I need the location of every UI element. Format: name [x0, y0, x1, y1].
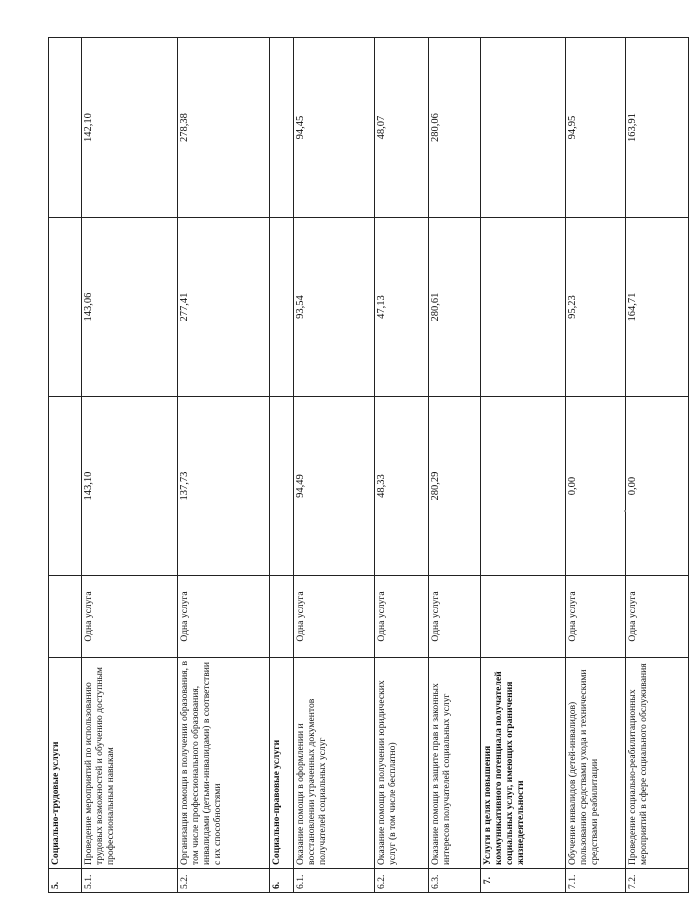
value-col-3 [270, 38, 294, 218]
value-col-2: 164,71 [626, 218, 689, 397]
value-col-3: 280,06 [429, 38, 481, 218]
value-col-3: 94,45 [294, 38, 375, 218]
value-col-1: 0,00 [566, 397, 626, 576]
table-row [49, 38, 82, 893]
table-row [481, 38, 566, 893]
value-col-2: 93,54 [294, 218, 375, 397]
service-name: Проведение мероприятий по использованию трудовых возможностей и обучению доступным профессиональным навыкам [82, 658, 178, 869]
value-col-3 [481, 38, 566, 218]
value-col-1 [49, 397, 82, 576]
unit-of-service: Одна услуга [429, 576, 481, 658]
scan-speck [624, 510, 626, 512]
value-col-3: 48,07 [375, 38, 429, 218]
value-col-1: 94,49 [294, 397, 375, 576]
value-col-2 [270, 218, 294, 397]
table-row [429, 38, 481, 893]
table-row [82, 38, 178, 893]
service-name: Социально-трудовые услуги [49, 658, 82, 869]
service-name: Социально-правовые услуги [270, 658, 294, 869]
table-row [270, 38, 294, 893]
row-number: 5. [49, 869, 82, 893]
row-number: 5.2. [178, 869, 270, 893]
row-number: 7.1. [566, 869, 626, 893]
row-number: 6.1. [294, 869, 375, 893]
row-number: 7.2. [626, 869, 689, 893]
unit-of-service: Одна услуга [375, 576, 429, 658]
service-name: Оказание помощи в оформлении и восстановлении утраченных документов получателей социальных услуг [294, 658, 375, 869]
value-col-3: 94,95 [566, 38, 626, 218]
value-col-1: 48,33 [375, 397, 429, 576]
value-col-3 [49, 38, 82, 218]
value-col-1: 137,73 [178, 397, 270, 576]
unit-of-service: Одна услуга [294, 576, 375, 658]
unit-of-service: Одна услуга [626, 576, 689, 658]
table-row [626, 38, 689, 893]
row-number: 6.2. [375, 869, 429, 893]
value-col-3: 278,38 [178, 38, 270, 218]
table-body [49, 38, 689, 893]
service-name: Оказание помощи в защите прав и законных интересов получателей социальных услуг [429, 658, 481, 869]
service-name: Обучение инвалидов (детей-инвалидов) пользованию средствами ухода и техническими средствами реабилитации [566, 658, 626, 869]
service-name: Оказание помощи в получении юридических услуг (в том числе бесплатно) [375, 658, 429, 869]
unit-of-service [481, 576, 566, 658]
value-col-1: 280,29 [429, 397, 481, 576]
value-col-3: 142,10 [82, 38, 178, 218]
value-col-2: 47,13 [375, 218, 429, 397]
value-col-2: 280,61 [429, 218, 481, 397]
value-col-1: 0,00 [626, 397, 689, 576]
service-name: Проведение социально-реабилитационных мероприятий в сфере социального обслуживания [626, 658, 689, 869]
value-col-3: 163,91 [626, 38, 689, 218]
value-col-2 [481, 218, 566, 397]
value-col-2: 277,41 [178, 218, 270, 397]
table-row [566, 38, 626, 893]
row-number: 7. [481, 869, 566, 893]
rotated-document-page [48, 38, 650, 893]
table-row [294, 38, 375, 893]
value-col-2: 95,23 [566, 218, 626, 397]
row-number: 6.3. [429, 869, 481, 893]
service-name: Услуги в целях повышения коммуникативного потенциала получателей социальных услуг, имеющих ограничения жизнедеятельности [481, 658, 566, 869]
value-col-2: 143,06 [82, 218, 178, 397]
unit-of-service: Одна услуга [178, 576, 270, 658]
table-row [178, 38, 270, 893]
value-col-1 [270, 397, 294, 576]
unit-of-service: Одна услуга [82, 576, 178, 658]
value-col-2 [49, 218, 82, 397]
unit-of-service [270, 576, 294, 658]
value-col-1 [481, 397, 566, 576]
row-number: 5.1. [82, 869, 178, 893]
table-row [375, 38, 429, 893]
row-number: 6. [270, 869, 294, 893]
service-name: Организация помощи в получении образования, в том числе профессионального образования, инвалидами (детьми-инвалидами) в соответствии с их способностями [178, 658, 270, 869]
tariff-table [48, 37, 689, 893]
unit-of-service: Одна услуга [566, 576, 626, 658]
unit-of-service [49, 576, 82, 658]
value-col-1: 143,10 [82, 397, 178, 576]
